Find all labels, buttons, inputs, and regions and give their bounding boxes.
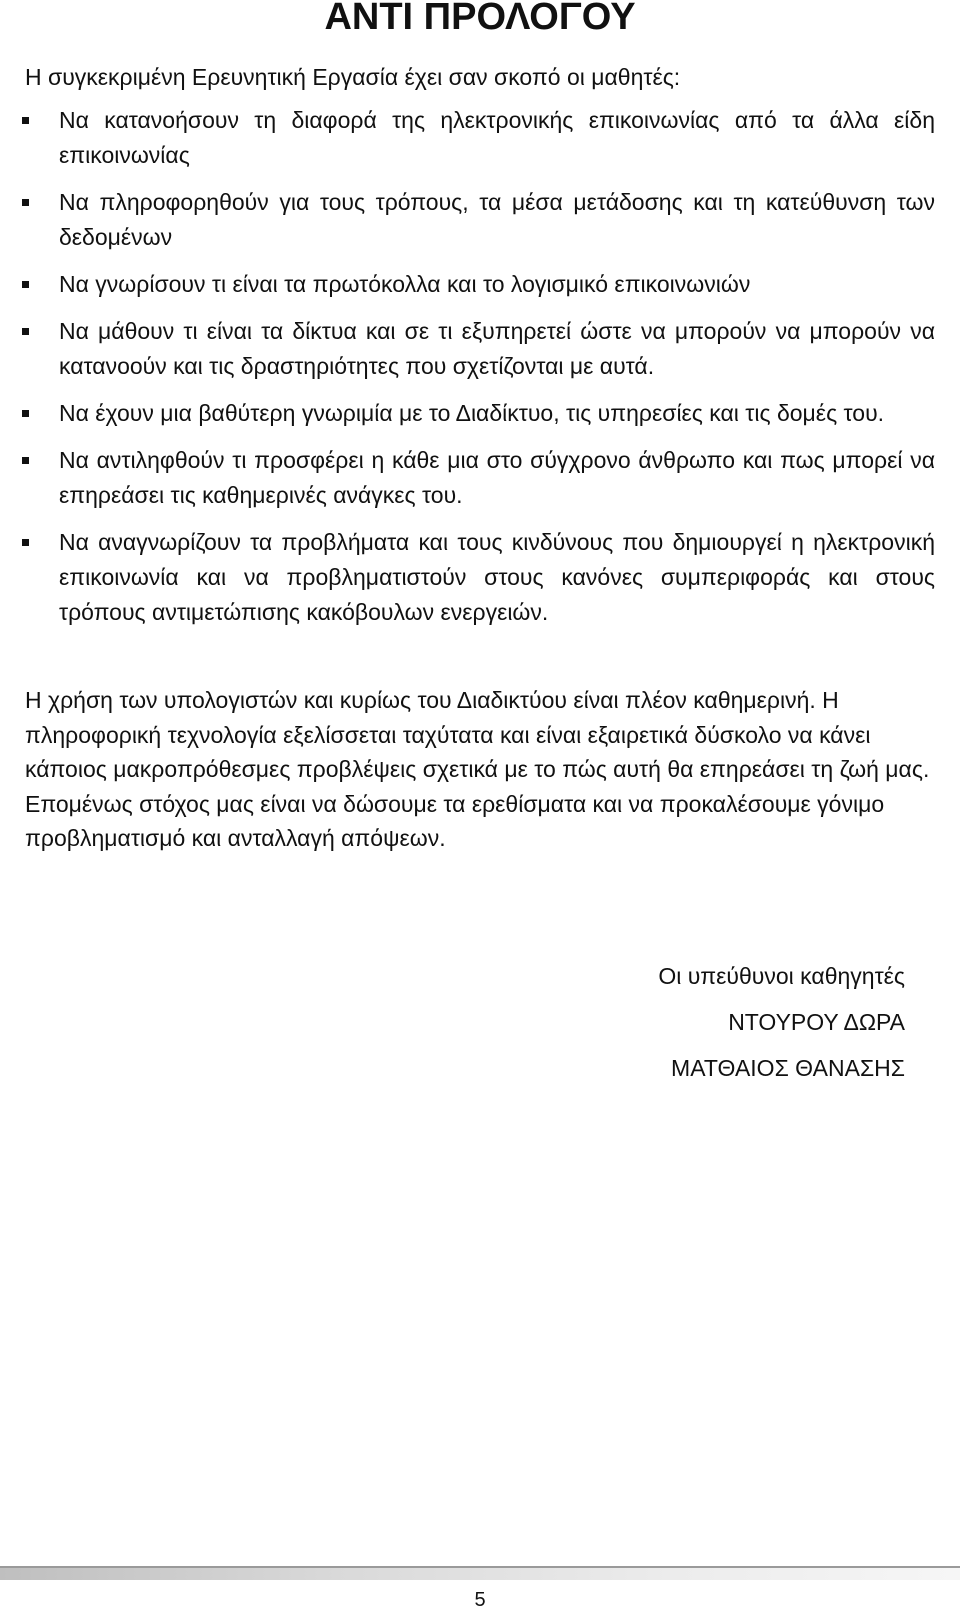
list-item <box>0 185 960 255</box>
list-item <box>0 314 960 384</box>
footer-band <box>0 1568 960 1580</box>
signature-block <box>658 953 905 1091</box>
page-title: ΑΝΤΙ ΠΡΟΛΟΓΟΥ <box>324 0 636 38</box>
list-item <box>0 396 960 431</box>
list-item-text: Να κατανοήσουν τη διαφορά της ηλεκτρονικής επικοινωνίας από τα άλλα είδη επικοινωνίας <box>59 107 935 168</box>
square-bullet-icon <box>22 281 29 288</box>
list-item-text: Να γνωρίσουν τι είναι τα πρωτόκολλα και το λογισμικό επικοινωνιών <box>59 271 751 297</box>
square-bullet-icon <box>22 117 29 124</box>
list-item <box>0 443 960 513</box>
square-bullet-icon <box>22 199 29 206</box>
signature-name: ΝΤΟΥΡΟΥ ΔΩΡΑ <box>728 1009 905 1035</box>
square-bullet-icon <box>22 539 29 546</box>
list-item-text: Να έχουν μια βαθύτερη γνωριμία με το Διαδίκτυο, τις υπηρεσίες και τις δομές του. <box>59 400 885 426</box>
square-bullet-icon <box>22 457 29 464</box>
list-item-text: Να αναγνωρίζουν τα προβλήματα και τους κινδύνους που δημιουργεί η ηλεκτρονική επικοινωνία και να προβληματιστούν στους κανόνες συμπεριφοράς και στους τρόπους αντιμετώπισης κακόβουλων ενεργειών. <box>59 529 935 625</box>
page-number: 5 <box>474 1589 486 1611</box>
square-bullet-icon <box>22 328 29 335</box>
list-item <box>0 267 960 302</box>
list-item <box>0 103 960 173</box>
body-paragraph: Η χρήση των υπολογιστών και κυρίως του Διαδικτύου είναι πλέον καθημερινή. Η πληροφορική τεχνολογία εξελίσσεται ταχύτατα και είναι εξαιρετικά δύσκολο να κάνει κάποιος μακροπρόθεσμες προβλέψεις σχετικά με το πώς αυτή θα επηρεάσει τη ζωή μας. Επομένως στόχος μας είναι να δώσουμε τα ερεθίσματα και να προκαλέσουμε γόνιμο προβληματισμό και ανταλλαγή απόψεων. <box>25 687 930 851</box>
signature-label: Οι υπεύθυνοι καθηγητές <box>658 963 905 989</box>
signature-name: ΜΑΤΘΑΙΟΣ ΘΑΝΑΣΗΣ <box>671 1055 905 1081</box>
list-item-text: Να μάθουν τι είναι τα δίκτυα και σε τι εξυπηρετεί ώστε να μπορούν να μπορούν να κατανοούν και τις δραστηριότητες που σχετίζονται με αυτά. <box>59 318 935 379</box>
list-item-text: Να πληροφορηθούν για τους τρόπους, τα μέσα μετάδοσης και τη κατεύθυνση των δεδομένων <box>59 189 935 250</box>
list-item-text: Να αντιληφθούν τι προσφέρει η κάθε μια στο σύγχρονο άνθρωπο και πως μπορεί να επηρεάσει τις καθημερινές ανάγκες του. <box>59 447 935 508</box>
objectives-list <box>0 103 960 642</box>
square-bullet-icon <box>22 410 29 417</box>
list-item <box>0 525 960 630</box>
intro-text: Η συγκεκριμένη Ερευνητική Εργασία έχει σαν σκοπό οι μαθητές: <box>25 64 681 90</box>
